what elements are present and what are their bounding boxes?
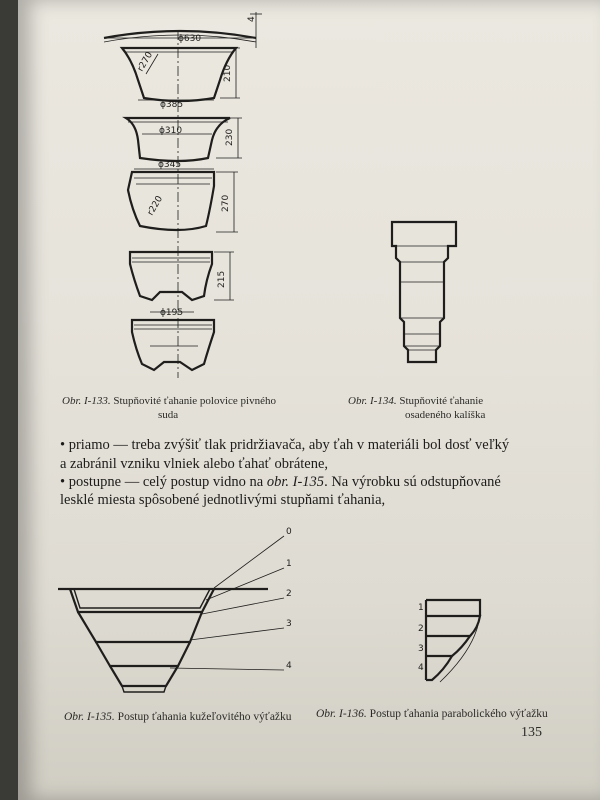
bullet1-line2: a zabránil vzniku vlniek alebo ťahať obrátene, — [60, 456, 329, 472]
bullet-postupne-line1 — [60, 474, 501, 492]
fig135-label-3: 3 — [286, 619, 292, 629]
fig135-label-1: 1 — [286, 559, 292, 569]
fig133-radius-220: r220 — [145, 194, 166, 218]
figure-133-drawing — [104, 12, 262, 378]
fig133-dim-195: ϕ195 — [160, 308, 184, 318]
fig135-label-2: 2 — [286, 589, 292, 599]
bullet2-line1a: — celý postup vidno na — [121, 474, 267, 490]
fig133-dim-385: ϕ385 — [160, 100, 184, 110]
fig134-caption-line2: osadeného kalíška — [405, 409, 486, 421]
fig133-stage-1 — [122, 48, 236, 101]
fig136-label-1: 1 — [418, 603, 424, 613]
fig133-dim-215: 215 — [217, 270, 227, 288]
fig133-caption-line2: suda — [158, 409, 179, 421]
figure-133-caption — [62, 394, 276, 422]
bullet2-figure-ref: obr. I-135 — [266, 474, 325, 490]
fig133-dim-345: ϕ345 — [158, 160, 182, 170]
fig135-caption-label: Obr. I-135. — [64, 711, 115, 723]
fig136-stage-4 — [426, 656, 452, 680]
fig133-stage-5 — [132, 320, 214, 370]
fig136-stage-2 — [426, 616, 480, 636]
figure-136-caption — [316, 707, 548, 721]
fig133-stage-4 — [130, 252, 212, 300]
fig133-caption-label: Obr. I-133. — [62, 395, 111, 407]
fig134-caption-line1: Stupňovité ťahanie — [399, 395, 484, 407]
fig133-dim-210: 210 — [223, 64, 233, 82]
fig133-caption-line1: Stupňovité ťahanie polovice pivného — [113, 395, 276, 407]
fig135-caption-text: Postup ťahania kužeľovitého výťažku — [117, 711, 292, 723]
fig133-dim-630: ϕ630 — [178, 34, 202, 44]
fig134-cup — [392, 222, 456, 362]
fig135-label-0: 0 — [286, 527, 292, 537]
fig133-stage-3 — [128, 172, 214, 230]
bullet1-line1: — treba zvýšiť tlak pridržiavača, aby ťah v materiáli bol dosť veľký — [109, 437, 510, 453]
fig135-stage-3 — [96, 642, 190, 666]
bullet2-line1b: . Na výrobku sú odstupňované — [324, 474, 501, 490]
fig133-dim-310: ϕ310 — [159, 126, 183, 136]
bullet1-term: priamo — [68, 437, 110, 453]
fig134-caption-label: Obr. I-134. — [348, 395, 397, 407]
fig133-radius-270: r270 — [135, 50, 156, 74]
fig136-stage-3 — [426, 636, 470, 656]
fig136-label-4: 4 — [418, 663, 424, 673]
fig133-dim-270: 270 — [221, 194, 231, 212]
figure-134-caption — [348, 394, 485, 422]
bullet-priamo-line2 — [60, 456, 328, 474]
page-number: 135 — [521, 725, 542, 740]
fig135-stage-4 — [110, 666, 178, 686]
fig136-stage-1 — [426, 600, 480, 616]
figure-135-drawing — [58, 527, 292, 692]
bullet-dot: • — [60, 437, 66, 453]
bullet2-line2: lesklé miesta spôsobené jednotlivými stupňami ťahania, — [60, 492, 386, 508]
bullet-priamo-line1 — [60, 437, 509, 455]
fig135-label-4: 4 — [286, 661, 292, 671]
figure-134-drawing — [392, 222, 456, 362]
fig136-label-3: 3 — [418, 644, 424, 654]
bullet-postupne-line2 — [60, 492, 385, 510]
fig136-caption-text: Postup ťahania parabolického výťažku — [369, 708, 548, 720]
figure-136-drawing — [418, 600, 480, 682]
figure-135-caption — [64, 710, 292, 724]
fig135-stage-2 — [78, 612, 202, 642]
fig136-label-2: 2 — [418, 624, 424, 634]
fig133-top-thickness: 4 — [247, 16, 257, 22]
fig133-dim-230: 230 — [225, 128, 235, 146]
bullet2-term: postupne — [68, 474, 122, 490]
bullet-dot: • — [60, 474, 66, 490]
fig136-caption-label: Obr. I-136. — [316, 708, 367, 720]
